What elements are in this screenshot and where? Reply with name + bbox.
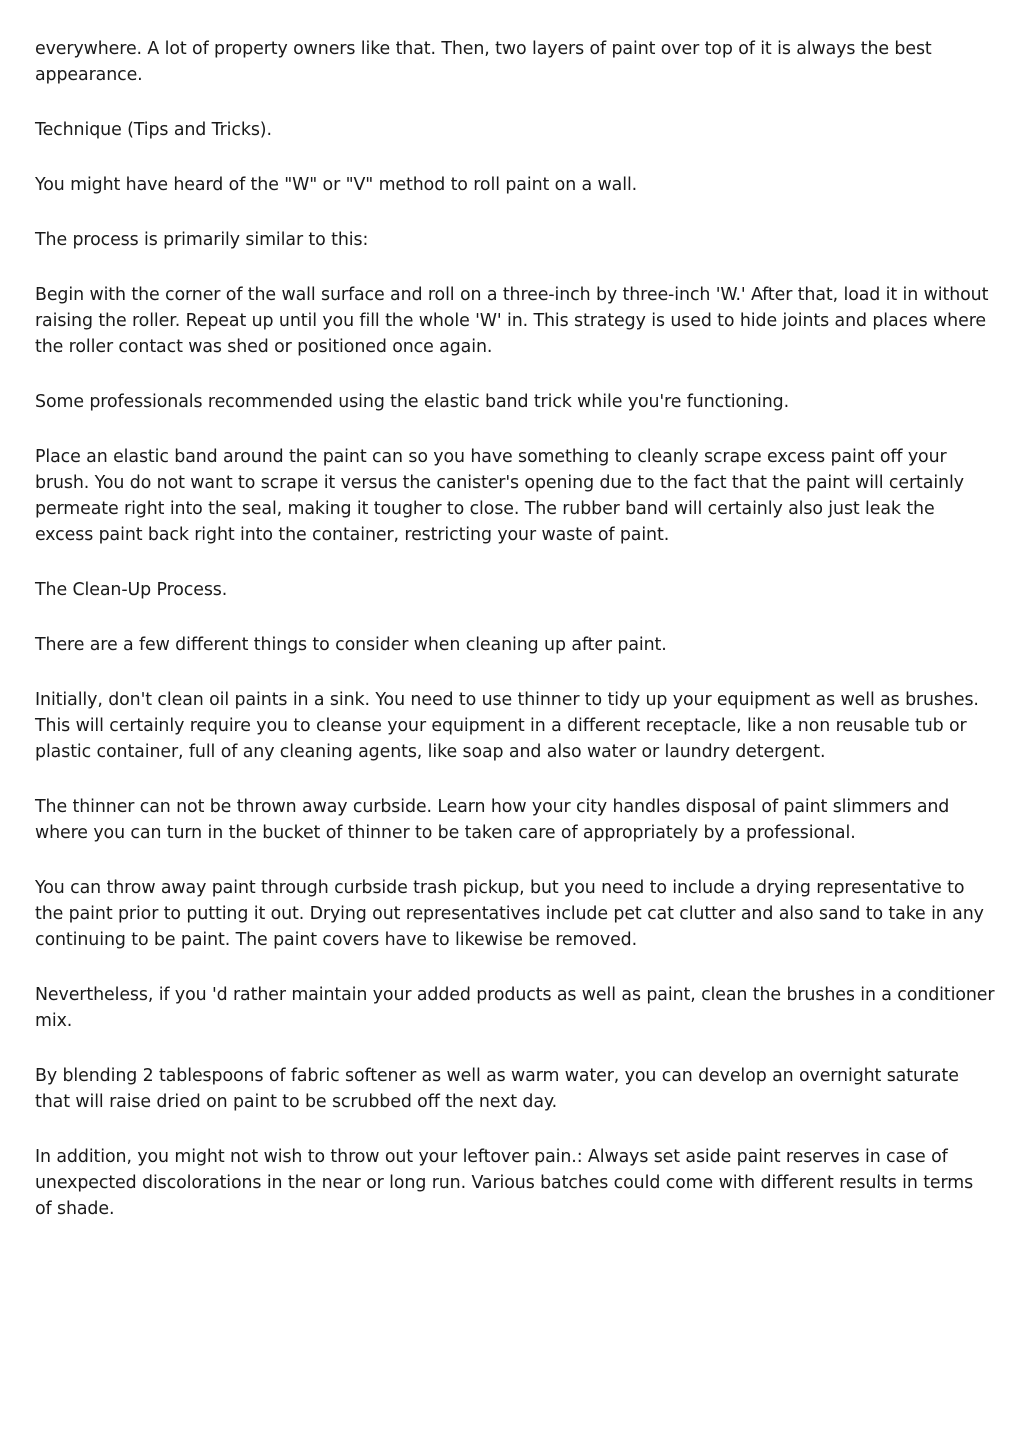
paragraph-leftover-paint: In addition, you might not wish to throw out your leftover pain.: Always set aside paint reserves in case of unexpected discolorations in the near or long run. Various batches could come with different results in terms of shade. (35, 1147, 974, 1219)
paragraph-cleanup-intro: There are a few different things to consider when cleaning up after paint. (35, 635, 667, 655)
paragraph-elastic-band-intro: Some professionals recommended using the elastic band trick while you're functioning. (35, 392, 790, 412)
paragraph-conditioner-mix: Nevertheless, if you 'd rather maintain your added products as well as paint, clean the brushes in a conditioner mix. (35, 985, 995, 1031)
paragraph-oil-paints: Initially, don't clean oil paints in a sink. You need to use thinner to tidy up your equipment as well as brushes. This will certainly require you to cleanse your equipment in a different receptacle, like a non reusable tub or plastic container, full of any cleaning agents, like soap and also water or laundry detergent. (35, 690, 979, 762)
document-page (35, 36, 995, 1251)
paragraph-process-intro: The process is primarily similar to this: (35, 230, 369, 250)
paragraph-w-v-method: You might have heard of the "W" or "V" method to roll paint on a wall. (35, 175, 638, 195)
paragraph-continuation: everywhere. A lot of property owners like that. Then, two layers of paint over top of it is always the best appearance. (35, 39, 932, 85)
paragraph-elastic-band-detail: Place an elastic band around the paint can so you have something to cleanly scrape excess paint off your brush. You do not want to scrape it versus the canister's opening due to the fact that the paint will certainly permeate right into the seal, making it tougher to close. The rubber band will certainly also just leak the excess paint back right into the container, restricting your waste of paint. (35, 447, 964, 545)
paragraph-paint-disposal: You can throw away paint through curbside trash pickup, but you need to include a drying representative to the paint prior to putting it out. Drying out representatives include pet cat clutter and also sand to take in any continuing to be paint. The paint covers have to likewise be removed. (35, 878, 984, 950)
section-heading-cleanup: The Clean-Up Process. (35, 580, 228, 600)
paragraph-thinner-disposal: The thinner can not be thrown away curbside. Learn how your city handles disposal of paint slimmers and where you can turn in the bucket of thinner to be taken care of appropriately by a professional. (35, 797, 950, 843)
paragraph-roll-w: Begin with the corner of the wall surface and roll on a three-inch by three-inch 'W.' After that, load it in without raising the roller. Repeat up until you fill the whole 'W' in. This strategy is used to hide joints and places where the roller contact was shed or positioned once again. (35, 285, 989, 357)
paragraph-fabric-softener: By blending 2 tablespoons of fabric softener as well as warm water, you can develop an overnight saturate that will raise dried on paint to be scrubbed off the next day. (35, 1066, 959, 1112)
section-heading-technique: Technique (Tips and Tricks). (35, 120, 272, 140)
